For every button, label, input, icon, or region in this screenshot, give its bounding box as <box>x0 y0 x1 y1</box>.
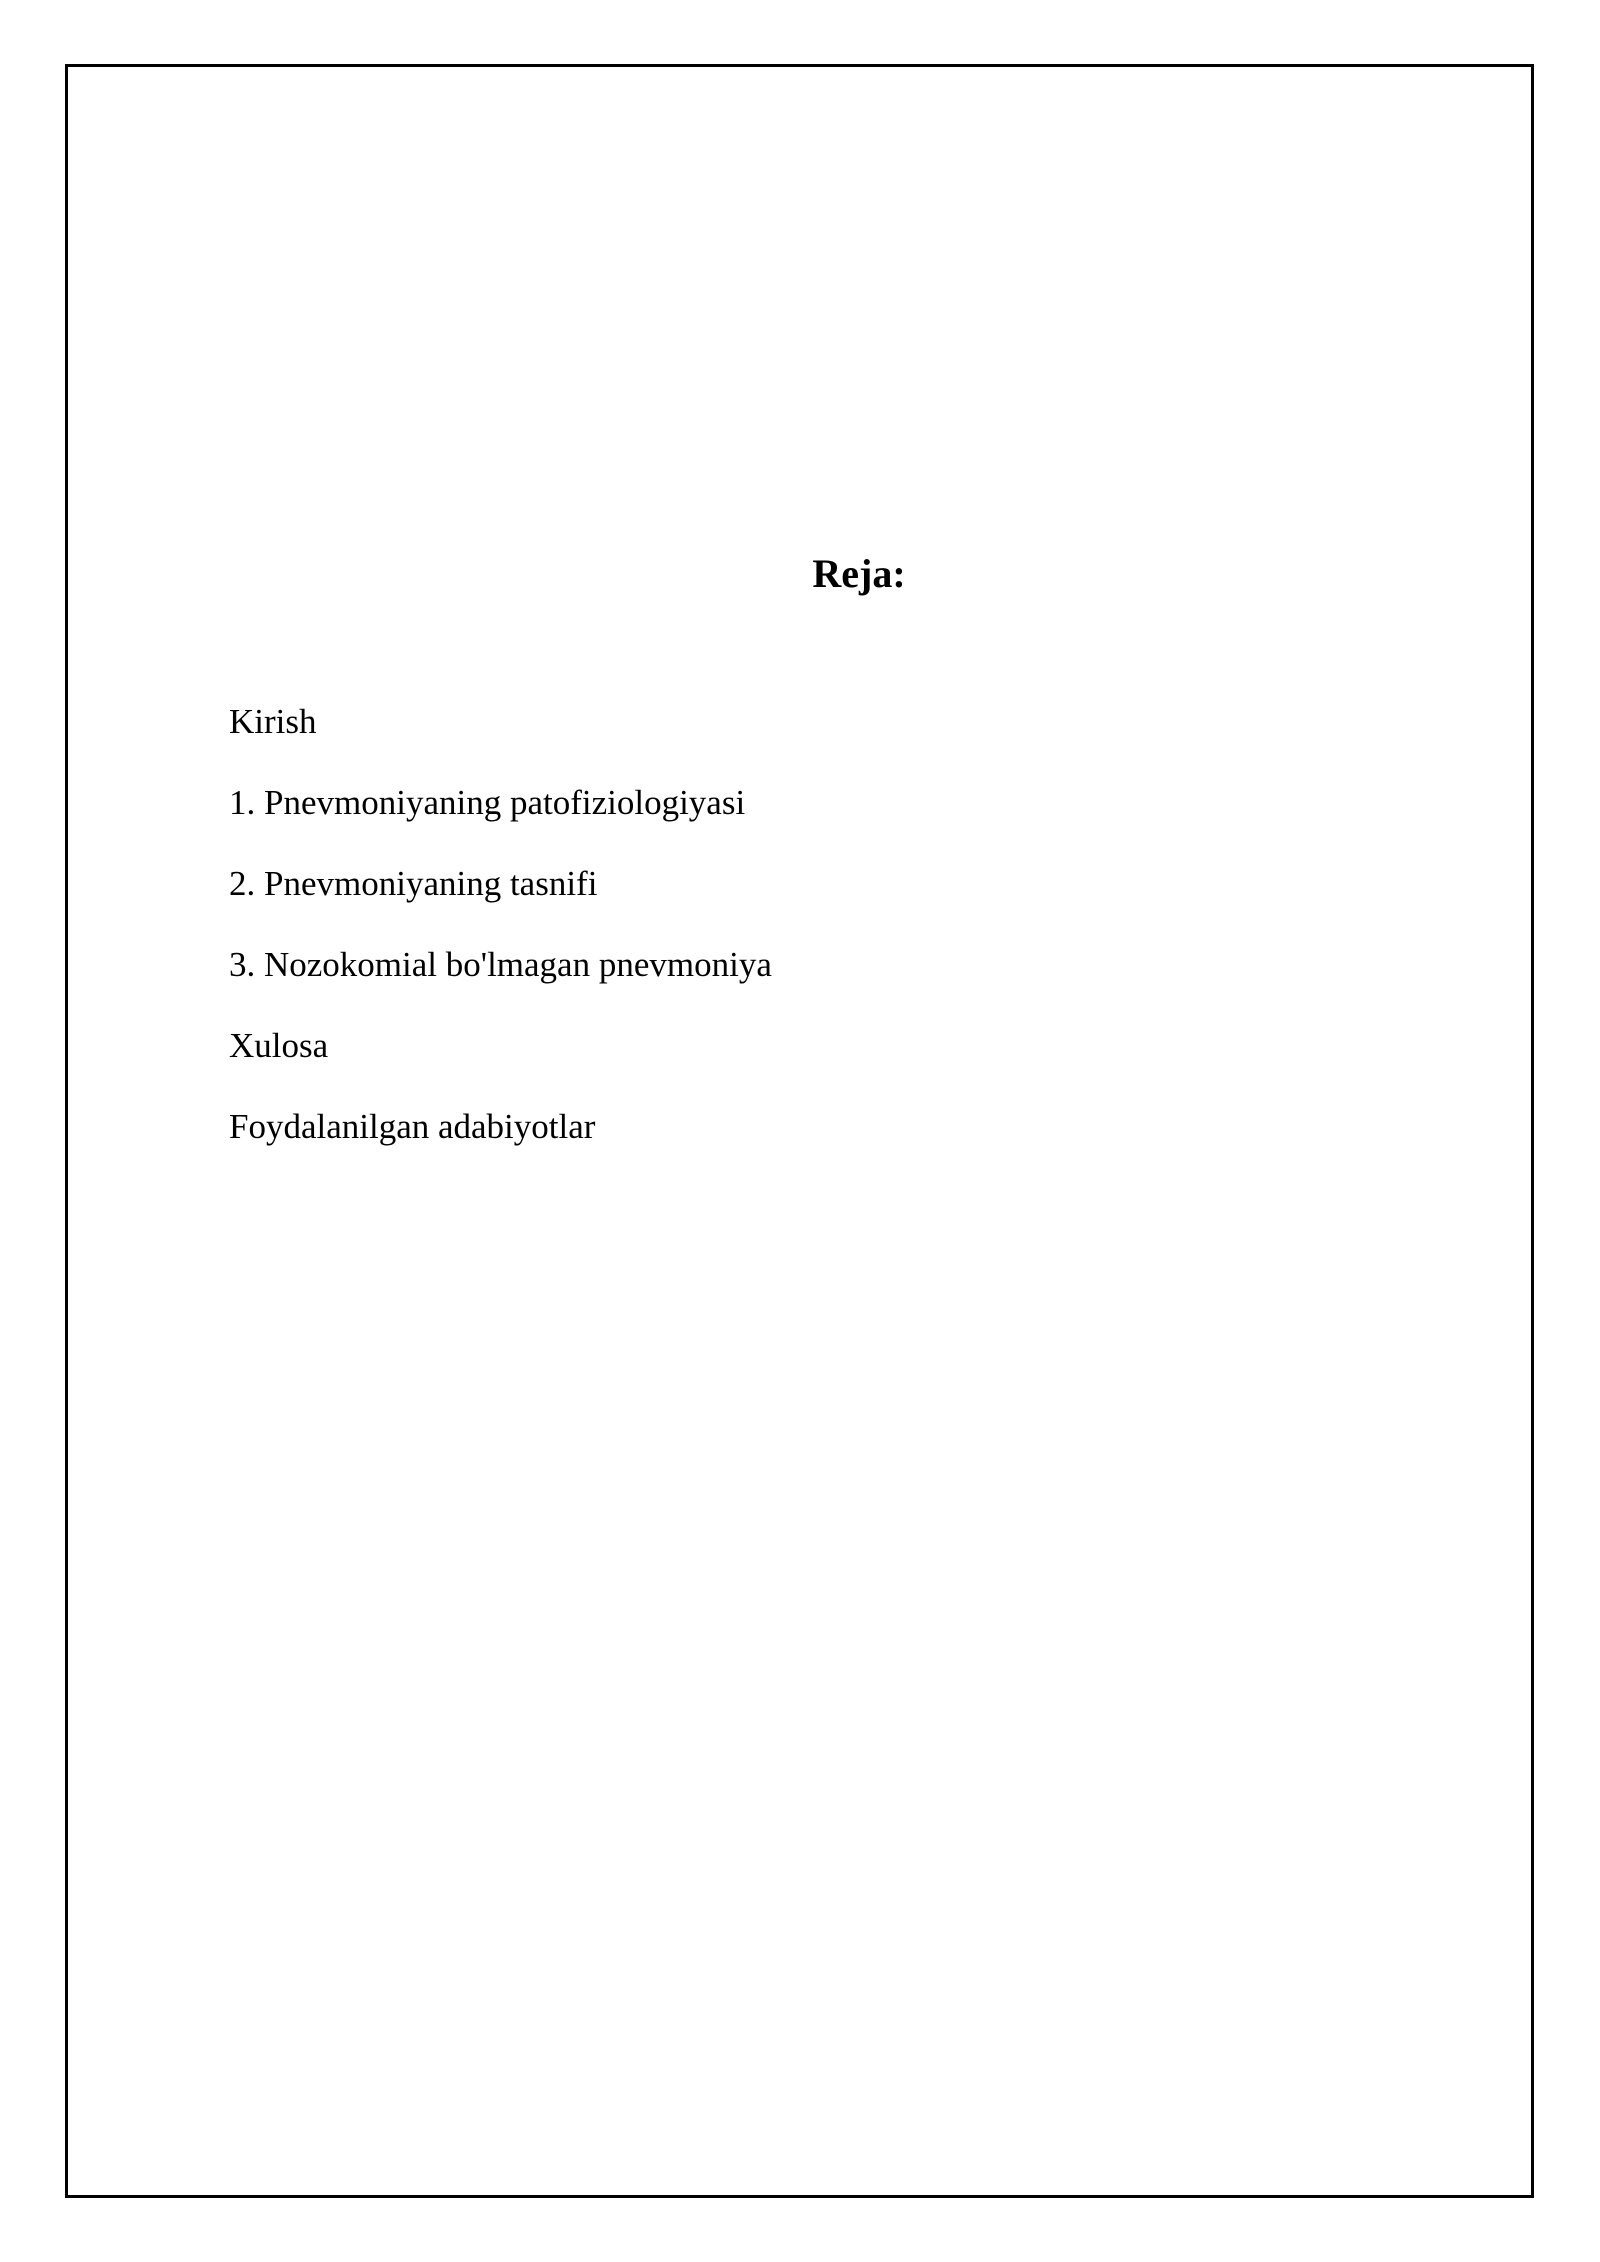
list-item: Foydalanilgan adabiyotlar <box>229 1107 596 1146</box>
list-item: 1. Pnevmoniyaning patofiziologiyasi <box>229 783 746 822</box>
list-item: Xulosa <box>229 1026 329 1065</box>
list-item: 2. Pnevmoniyaning tasnifi <box>229 864 598 903</box>
page-title: Reja: <box>812 551 906 596</box>
list-item: 3. Nozokomial bo'lmagan pnevmoniya <box>229 945 772 984</box>
list-item: Kirish <box>229 702 317 741</box>
table-of-contents <box>229 700 772 1186</box>
